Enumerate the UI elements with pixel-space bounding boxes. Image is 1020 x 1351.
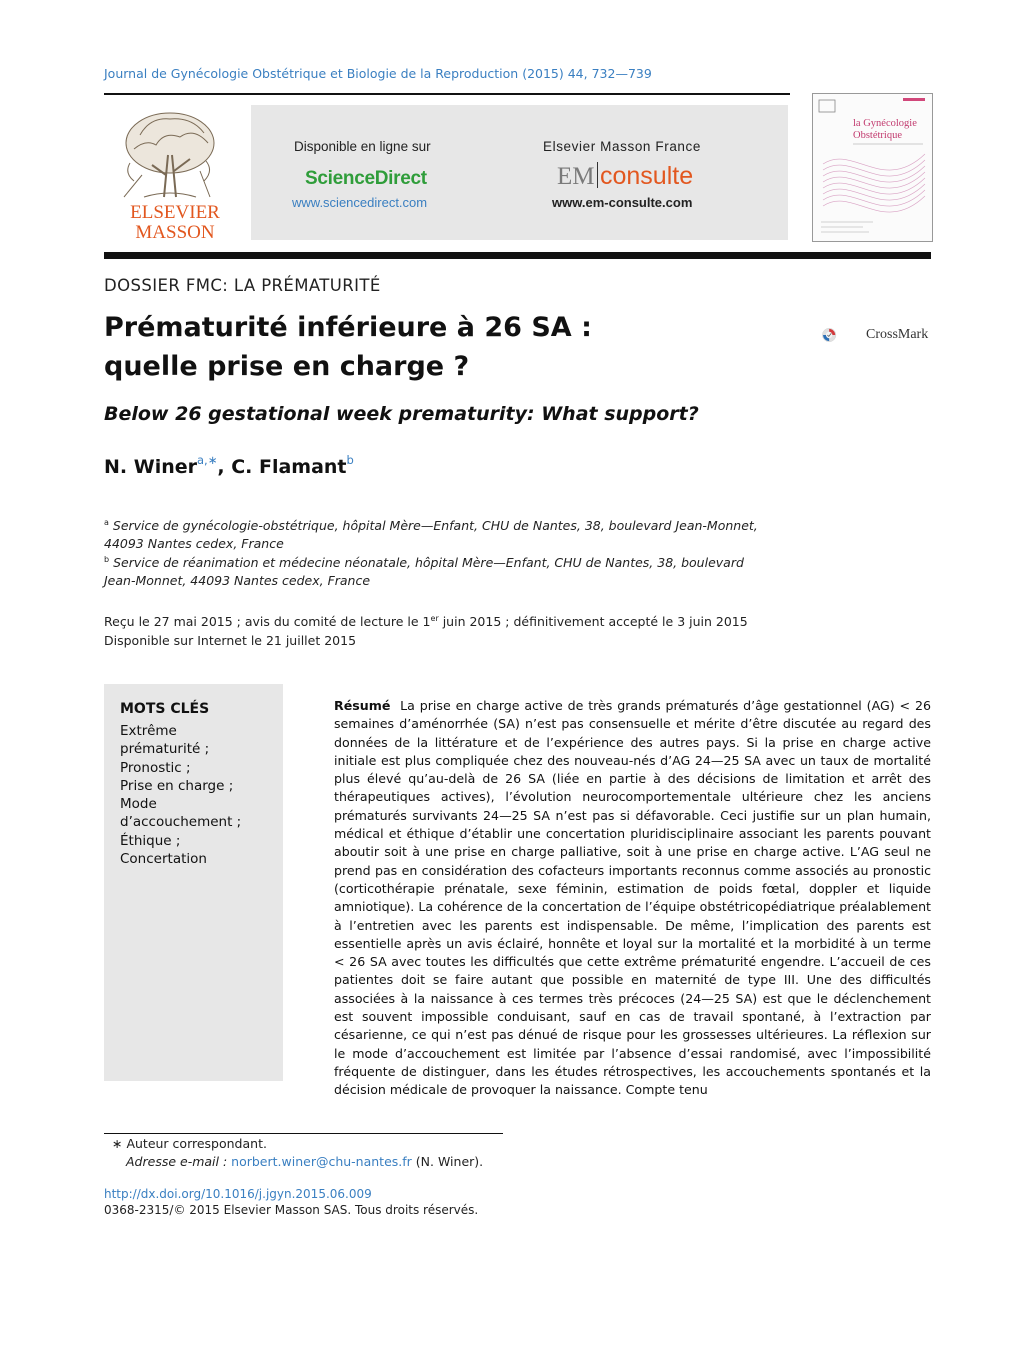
affiliation-b-line1: Service de réanimation et médecine néonatale, hôpital Mère—Enfant, CHU de Nantes, 38, boulevard	[113, 555, 744, 570]
sciencedirect-logo[interactable]: ScienceDirect	[305, 168, 427, 189]
keywords-title: MOTS CLÉS	[120, 701, 210, 717]
article-title	[104, 308, 592, 386]
author-list	[104, 453, 354, 478]
elsevier-masson-france-label: Elsevier Masson France	[543, 139, 702, 154]
affiliation-b-line2: Jean-Monnet, 44093 Nantes cedex, France	[104, 573, 371, 588]
received-dates	[104, 609, 748, 631]
journal-cover-art	[813, 94, 932, 241]
corresponding-author-note: ∗ Auteur correspondant.	[112, 1136, 267, 1151]
em-logo-em: EM	[557, 163, 595, 190]
cover-title-line1: la Gynécologie	[853, 118, 917, 129]
crossmark-badge[interactable]	[822, 315, 862, 355]
elsevier-masson-logo	[110, 105, 240, 240]
header-thick-rule	[104, 252, 931, 259]
author-2-affiliation-marks[interactable]: b	[346, 453, 354, 467]
email-label: Adresse e-mail :	[126, 1154, 228, 1169]
available-online-label: Disponible en ligne sur	[294, 139, 431, 154]
sciencedirect-link[interactable]: www.sciencedirect.com	[292, 195, 428, 210]
affiliation-a	[104, 514, 758, 553]
keyword-item: prématurité ;	[120, 741, 210, 758]
affiliation-b	[104, 551, 744, 590]
doi-link[interactable]: http://dx.doi.org/10.1016/j.jgyn.2015.06.009	[104, 1187, 372, 1201]
elsevier-tree-icon	[124, 113, 214, 197]
em-consulte-logo[interactable]	[557, 162, 693, 194]
keywords-list	[120, 722, 270, 868]
keyword-item: Éthique ;	[120, 832, 181, 849]
abstract-text: La prise en charge active de très grands prématurés d’âge gestationnel (AG) < 26 semaines d’aménorrhée (SA) n’est pas consensuelle et mérite d’être discutée au regard des données de la littérature et de l’expérience des autres pays. Si la prise en charge active initiale est plus compliquée chez des nouveau-nés d’AG 24—25 SA avec un taux de mortalité plus élevé qu’au-delà de 26 SA (liée en partie à des décisions de limitation et arrêt des thérapeutiques actives), l’évolution neurocomportementale ultérieure chez les anciens prématurés survivants 24—25 SA n’est pas si défavorable. Ceci justifie sur un plan humain, médical et éthique d’établir une concertation pluridisciplinaire associant les parents pouvant aboutir soit à une prise en charge palliative, soit à une prise en charge active. L’AG seul ne prend pas en considération des cofacteurs importants reconnus comme associés au pronostic (corticothérapie prénatale, sexe féminin, estimation de poids fœtal, doppler et liquide amniotique). La cohérence de la concertation de l’équipe obstétricopédiatrique préalablement à l’entretien avec les parents est indispensable. De même, l’implication des parents est essentielle après un avis éclairé, honnête et loyal sur la mortalité et la morbidité à un terme < 26 SA avec toutes les difficultés que cette extrême prématurité engendre. L’accueil de ces patientes doit se faire autant que possible en maternité de type III. Une des difficultés associées à la naissance à ces termes très précoces (24—25 SA) est que le déclenchement est souvent impossible conduisant, sauf en cas de travail spontané, à l’extraction par césarienne, ce qui n’est pas dénué de risque pour les grossesses ultérieures. La réflexion sur le mode d’accouchement est limitée par l’absence d’essai randomisé, avec l’impossibilité fréquente de distinguer, dans les études rétrospectives, les accouchements spontanés et la décision médicale de provoquer la naissance. Compte tenu	[334, 698, 931, 1098]
journal-cover-thumbnail	[812, 93, 933, 242]
keyword-item: Prise en charge ;	[120, 777, 234, 794]
section-label: DOSSIER FMC: LA PRÉMATURITÉ	[104, 276, 381, 295]
keyword-item: Extrême	[120, 723, 177, 739]
received-text-pre: Reçu le 27 mai 2015 ; avis du comité de lecture le 1	[104, 614, 431, 629]
online-date: Disponible sur Internet le 21 juillet 2015	[104, 633, 357, 648]
em-logo-consulte: consulte	[600, 162, 694, 190]
article-title-line1: Prématurité inférieure à 26 SA :	[104, 312, 592, 343]
received-text-sup: er	[430, 614, 439, 623]
author-separator: ,	[217, 456, 232, 478]
keyword-item: Mode	[120, 796, 157, 813]
article-title-line2: quelle prise en charge ?	[104, 351, 470, 382]
keyword-item: Pronostic ;	[120, 759, 191, 776]
issn-copyright: 0368-2315/© 2015 Elsevier Masson SAS. Tous droits réservés.	[104, 1203, 479, 1217]
elsevier-text: ELSEVIER	[130, 202, 220, 223]
keyword-item: d’accouchement ;	[120, 814, 242, 831]
email-owner: (N. Winer).	[415, 1154, 484, 1169]
author-1: N. Winer	[104, 456, 197, 478]
keyword-item: Concertation	[120, 851, 207, 868]
affiliation-a-line1: Service de gynécologie-obstétrique, hôpital Mère—Enfant, CHU de Nantes, 38, boulevard Jean-Monnet,	[112, 518, 758, 533]
email-note	[126, 1154, 483, 1169]
received-text-post: juin 2015 ; définitivement accepté le 3 juin 2015	[438, 614, 748, 629]
cover-title-line2: Obstétrique	[853, 130, 902, 141]
email-link[interactable]: norbert.winer@chu-nantes.fr	[231, 1154, 412, 1169]
abstract-label: Résumé	[334, 698, 391, 713]
abstract	[334, 697, 931, 1100]
journal-reference[interactable]: Journal de Gynécologie Obstétrique et Biologie de la Reproduction (2015) 44, 732—739	[104, 66, 652, 81]
author-1-affiliation-marks[interactable]: a,∗	[197, 453, 218, 467]
footnote-rule	[104, 1133, 503, 1134]
affiliation-b-mark: b	[104, 555, 110, 564]
article-subtitle-english: Below 26 gestational week prematurity: What support?	[104, 403, 699, 425]
masson-text: MASSON	[135, 222, 215, 240]
crossmark-label[interactable]: CrossMark	[866, 327, 929, 342]
affiliation-a-line2: 44093 Nantes cedex, France	[104, 536, 284, 551]
affiliation-a-mark: a	[104, 518, 109, 527]
author-2: C. Flamant	[231, 456, 347, 478]
article-history	[104, 609, 748, 650]
header-top-rule	[104, 93, 790, 95]
em-logo-divider	[597, 162, 599, 188]
em-consulte-link[interactable]: www.em-consulte.com	[552, 195, 693, 210]
